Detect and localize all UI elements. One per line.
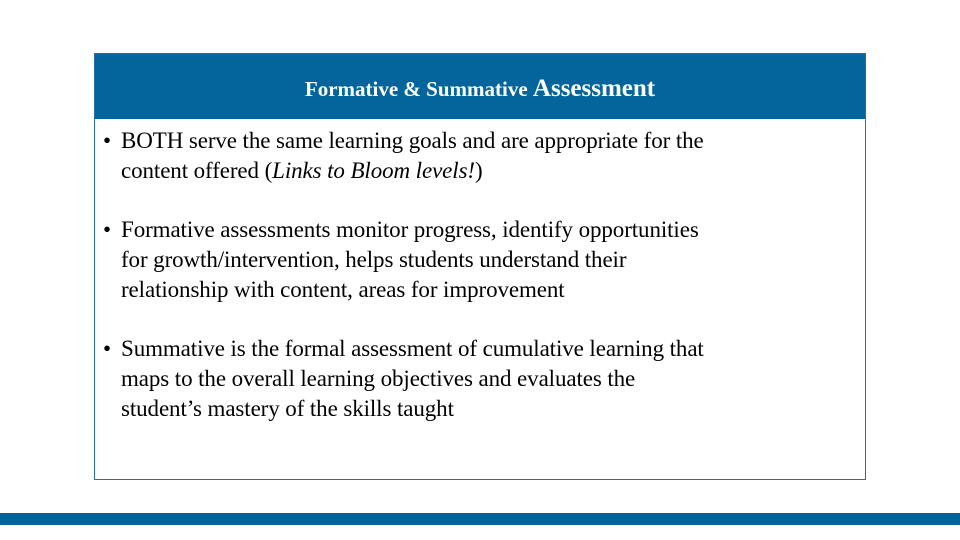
bullet-3-line-3: student’s mastery of the skills taught bbox=[121, 396, 454, 421]
content-box bbox=[94, 53, 866, 480]
title-part-2: Assessment bbox=[532, 74, 656, 102]
bullet-2-line-2: for growth/intervention, helps students understand their bbox=[121, 247, 627, 272]
title-part-1: Formative & Summative bbox=[304, 76, 528, 101]
bullet-3-line-1: Summative is the formal assessment of cumulative learning that bbox=[121, 336, 704, 361]
title-bar bbox=[95, 54, 865, 119]
bloom-levels-note: Links to Bloom levels! bbox=[272, 158, 475, 183]
bullet-2-line-1: Formative assessments monitor progress, identify opportunities bbox=[121, 217, 699, 242]
bullet-2-line-3: relationship with content, areas for improvement bbox=[121, 277, 565, 302]
bullet-1-line-1: BOTH serve the same learning goals and are appropriate for the bbox=[121, 128, 704, 153]
bullet-marker: • bbox=[103, 217, 111, 242]
bullet-1-line-2 bbox=[121, 156, 863, 186]
bullet-marker: • bbox=[103, 336, 111, 361]
bullet-marker: • bbox=[103, 128, 111, 153]
bullet-item-both bbox=[103, 126, 863, 186]
bullet-1-line-2-close: ) bbox=[475, 158, 483, 183]
bullet-item-summative bbox=[103, 334, 863, 424]
bottom-accent-bar bbox=[0, 513, 960, 525]
slide-title bbox=[305, 75, 655, 103]
bullet-item-formative bbox=[103, 215, 863, 305]
bullet-1-line-2-plain: content offered ( bbox=[121, 158, 273, 183]
bullet-list bbox=[103, 126, 863, 424]
bullet-3-line-2: maps to the overall learning objectives and evaluates the bbox=[121, 366, 636, 391]
